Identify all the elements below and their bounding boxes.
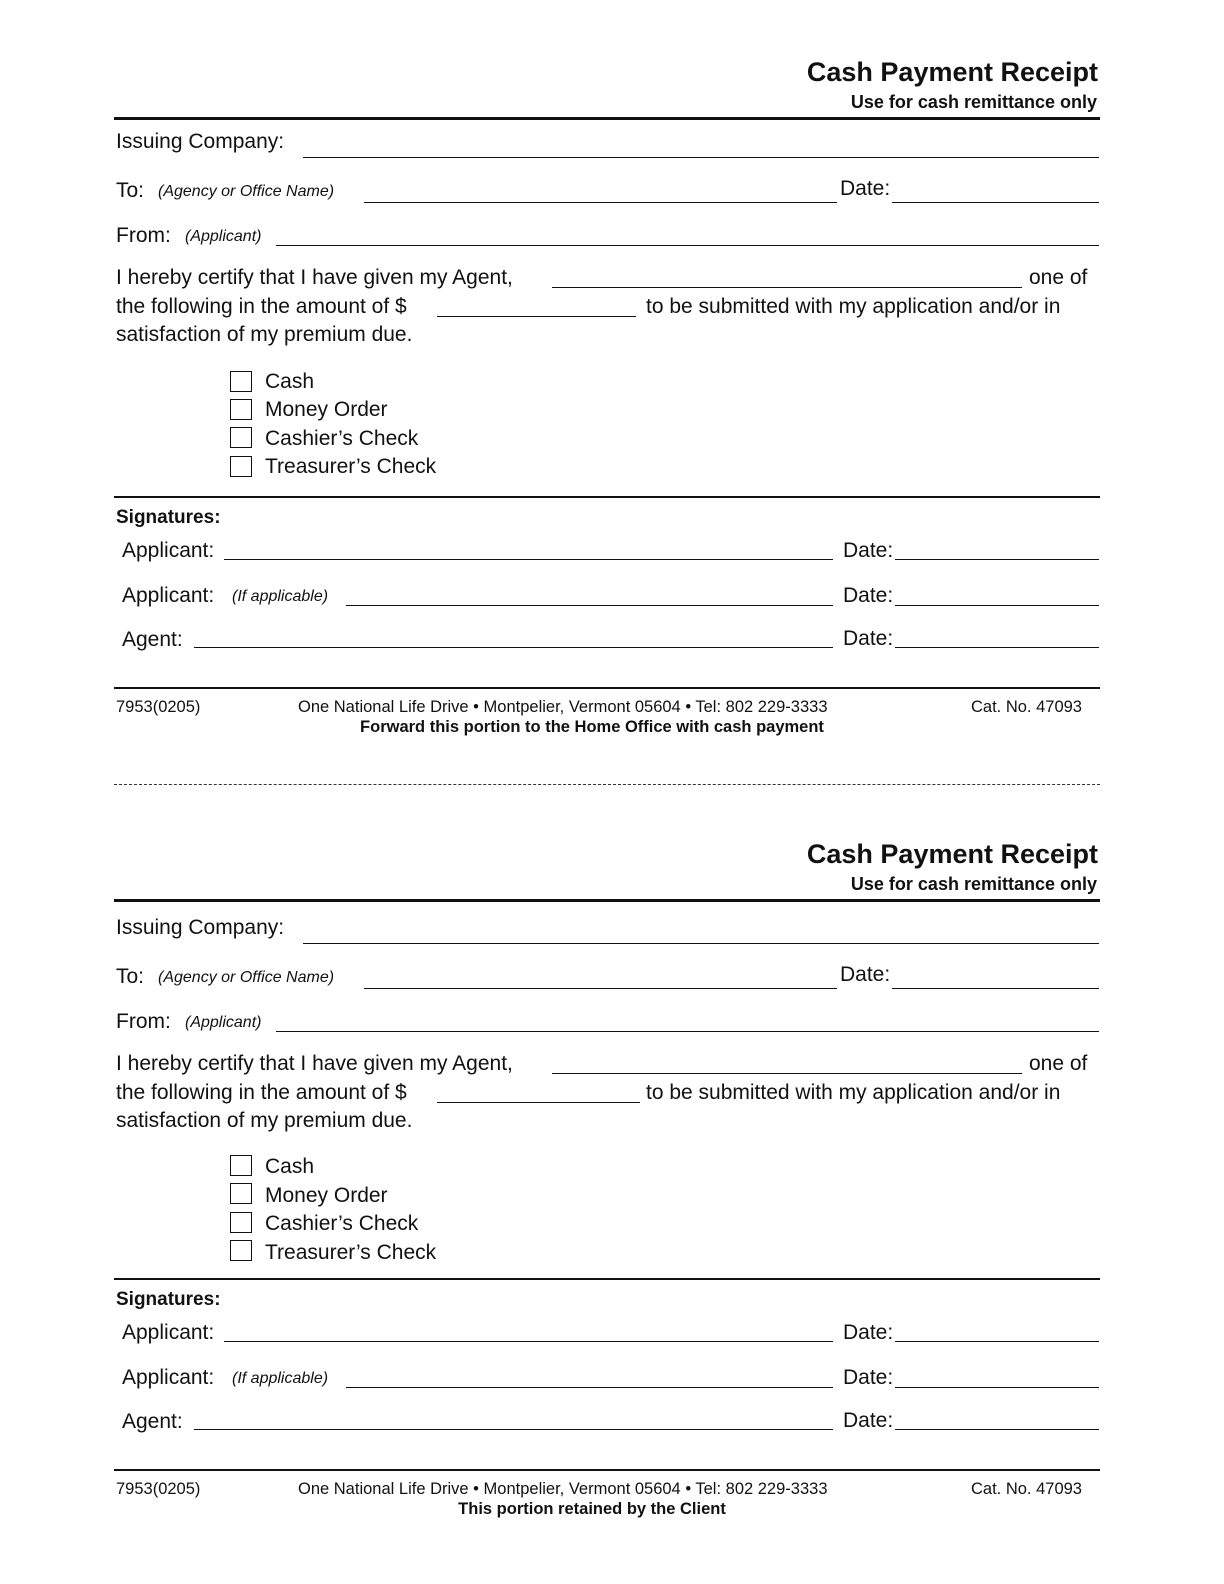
issuing-company-label: Issuing Company: (116, 916, 285, 939)
certify-text-line1-end: one of (1029, 1052, 1088, 1075)
to-field[interactable] (364, 202, 837, 203)
certify-text-line1-end: one of (1029, 266, 1088, 289)
money-order-option-label: Money Order (265, 1184, 388, 1207)
agent-signature-label: Agent: (122, 628, 183, 651)
company-address: One National Life Drive • Montpelier, Vermont 05604 • Tel: 802 229-3333 (298, 698, 828, 716)
to-hint: (Agency or Office Name) (158, 183, 335, 200)
co-applicant-date-field[interactable] (895, 1387, 1099, 1388)
certify-text-line2: the following in the amount of $ (116, 1081, 407, 1104)
applicant-date-label: Date: (843, 1321, 894, 1344)
cashiers-check-checkbox[interactable] (230, 427, 252, 448)
to-label: To: (116, 179, 145, 202)
treasurers-check-checkbox[interactable] (230, 1240, 252, 1261)
treasurers-check-checkbox[interactable] (230, 456, 252, 477)
agent-date-label: Date: (843, 1409, 894, 1432)
from-field[interactable] (276, 1031, 1099, 1032)
cash-checkbox[interactable] (230, 371, 252, 392)
catalog-number: Cat. No. 47093 (971, 698, 1082, 716)
receipt-client-copy (0, 782, 1224, 1564)
cash-option-label: Cash (265, 370, 315, 393)
certify-text-line3: satisfaction of my premium due. (116, 323, 413, 346)
receipt-title: Cash Payment Receipt (806, 57, 1098, 87)
from-label: From: (116, 1010, 171, 1033)
cashiers-check-option-label: Cashier’s Check (265, 1212, 419, 1235)
to-label: To: (116, 965, 145, 988)
certify-text-line1: I hereby certify that I have given my Agent, (116, 1052, 513, 1075)
cashiers-check-checkbox[interactable] (230, 1212, 252, 1233)
to-hint: (Agency or Office Name) (158, 969, 335, 986)
from-hint: (Applicant) (185, 1014, 262, 1031)
treasurers-check-option-label: Treasurer’s Check (265, 1241, 437, 1264)
money-order-option-label: Money Order (265, 398, 388, 421)
applicant-signature-label: Applicant: (122, 1321, 215, 1344)
agent-name-field[interactable] (552, 1073, 1022, 1074)
money-order-checkbox[interactable] (230, 1183, 252, 1204)
from-label: From: (116, 224, 171, 247)
applicant-signature-field[interactable] (224, 1341, 833, 1342)
applicant-date-field[interactable] (895, 559, 1099, 560)
agent-date-field[interactable] (895, 647, 1099, 648)
cashiers-check-option-label: Cashier’s Check (265, 427, 419, 450)
certify-text-line3: satisfaction of my premium due. (116, 1109, 413, 1132)
agent-signature-field[interactable] (194, 1429, 833, 1430)
issuing-company-field[interactable] (303, 943, 1099, 944)
signatures-heading: Signatures: (116, 507, 221, 528)
footer-note: This portion retained by the Client (458, 1500, 726, 1518)
footer-note: Forward this portion to the Home Office with cash payment (360, 718, 824, 736)
co-applicant-hint: (If applicable) (232, 1370, 329, 1387)
agent-name-field[interactable] (552, 287, 1022, 288)
co-applicant-signature-field[interactable] (346, 1387, 833, 1388)
receipt-title: Cash Payment Receipt (806, 839, 1098, 869)
applicant-signature-label: Applicant: (122, 539, 215, 562)
cash-checkbox[interactable] (230, 1155, 252, 1176)
signatures-heading: Signatures: (116, 1289, 221, 1310)
catalog-number: Cat. No. 47093 (971, 1480, 1082, 1498)
date-label: Date: (840, 177, 891, 200)
header-rule (114, 899, 1100, 902)
company-address: One National Life Drive • Montpelier, Vermont 05604 • Tel: 802 229-3333 (298, 1480, 828, 1498)
applicant-date-label: Date: (843, 539, 894, 562)
co-applicant-hint: (If applicable) (232, 588, 329, 605)
amount-field[interactable] (437, 1102, 640, 1103)
form-number: 7953(0205) (116, 1480, 201, 1498)
from-field[interactable] (276, 245, 1099, 246)
receipt-subtitle: Use for cash remittance only (850, 874, 1097, 894)
receipt-home-office-copy (0, 0, 1224, 782)
header-rule (114, 117, 1100, 120)
certify-text-line1: I hereby certify that I have given my Agent, (116, 266, 513, 289)
date-field[interactable] (892, 202, 1099, 203)
co-applicant-date-label: Date: (843, 584, 894, 607)
footer-rule (114, 1469, 1100, 1471)
co-applicant-signature-label: Applicant: (122, 1366, 215, 1389)
amount-field[interactable] (437, 316, 636, 317)
signatures-rule (114, 496, 1100, 498)
co-applicant-signature-label: Applicant: (122, 584, 215, 607)
agent-date-label: Date: (843, 627, 894, 650)
cash-option-label: Cash (265, 1155, 315, 1178)
receipt-subtitle: Use for cash remittance only (850, 92, 1097, 112)
certify-text-line2-end: to be submitted with my application and/or in (646, 295, 1061, 318)
co-applicant-date-label: Date: (843, 1366, 894, 1389)
treasurers-check-option-label: Treasurer’s Check (265, 455, 437, 478)
to-field[interactable] (364, 988, 837, 989)
date-field[interactable] (892, 988, 1099, 989)
date-label: Date: (840, 963, 891, 986)
issuing-company-label: Issuing Company: (116, 130, 285, 153)
signatures-rule (114, 1278, 1100, 1280)
from-hint: (Applicant) (185, 228, 262, 245)
form-number: 7953(0205) (116, 698, 201, 716)
applicant-signature-field[interactable] (224, 559, 833, 560)
applicant-date-field[interactable] (895, 1341, 1099, 1342)
money-order-checkbox[interactable] (230, 399, 252, 420)
issuing-company-field[interactable] (303, 157, 1099, 158)
agent-date-field[interactable] (895, 1429, 1099, 1430)
footer-rule (114, 687, 1100, 689)
agent-signature-label: Agent: (122, 1410, 183, 1433)
certify-text-line2: the following in the amount of $ (116, 295, 407, 318)
co-applicant-signature-field[interactable] (346, 605, 833, 606)
agent-signature-field[interactable] (194, 647, 833, 648)
certify-text-line2-end: to be submitted with my application and/or in (646, 1081, 1061, 1104)
co-applicant-date-field[interactable] (895, 605, 1099, 606)
